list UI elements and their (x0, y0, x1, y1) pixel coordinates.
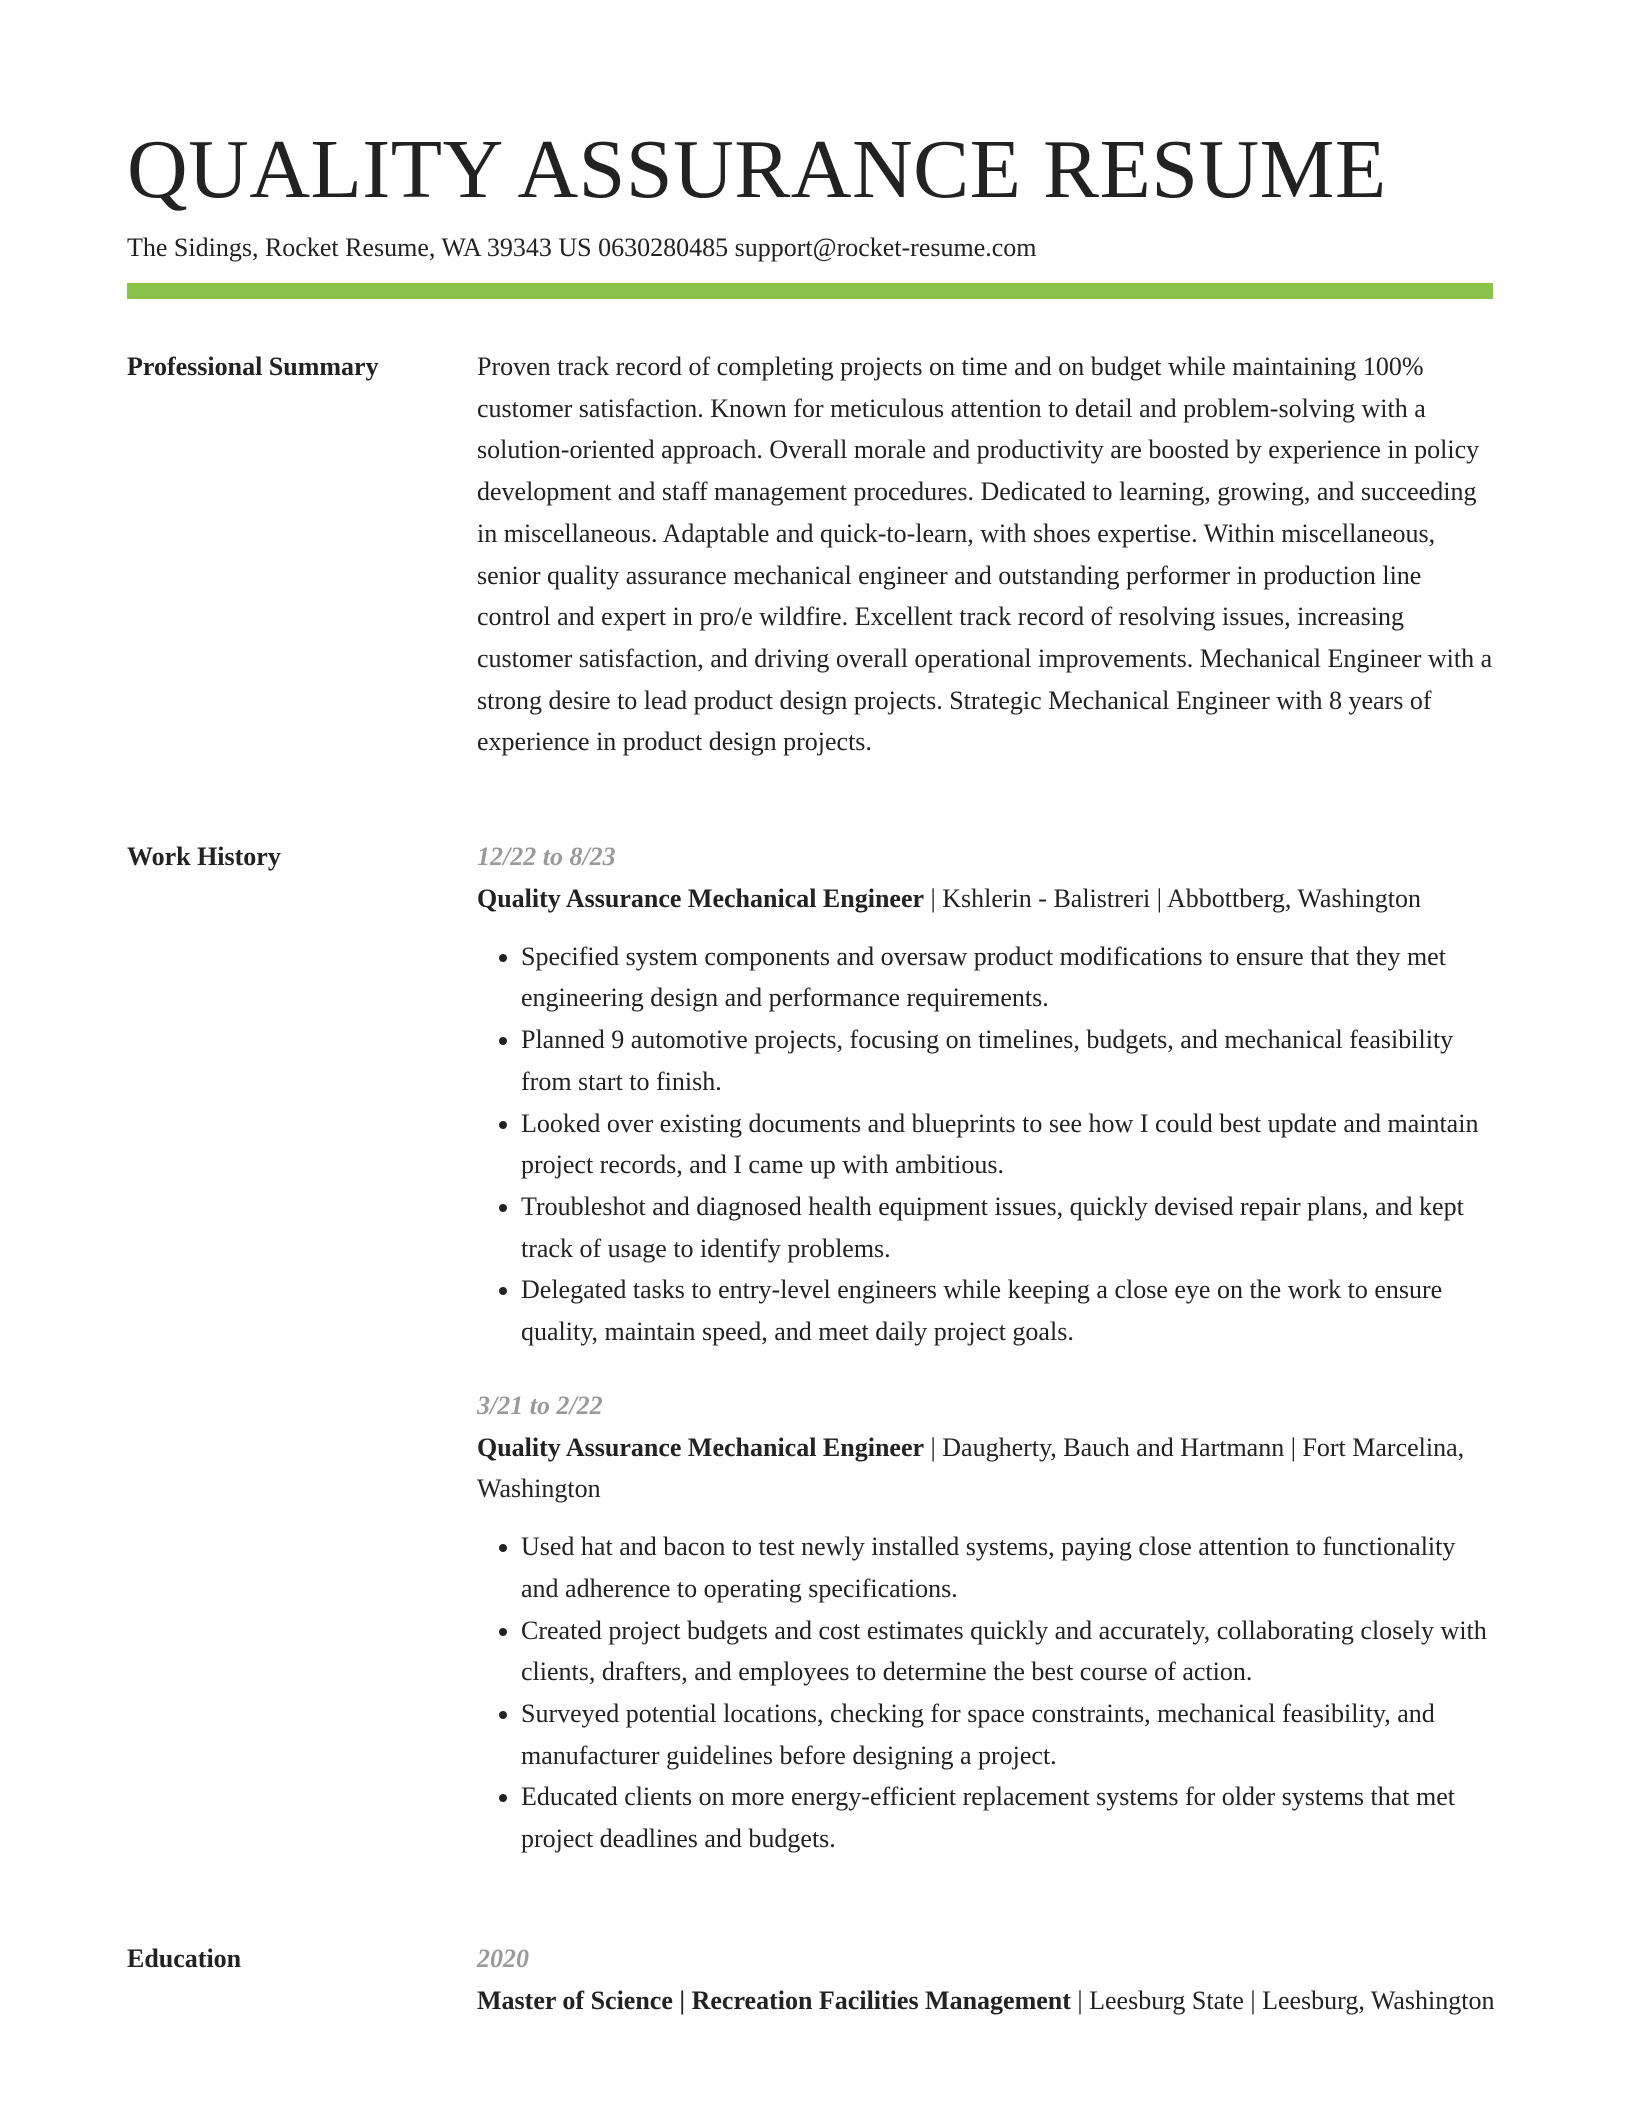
education-body (477, 1938, 1495, 2022)
list-item: • Educated clients on more energy-efficient replacement systems for older systems that met project deadlines and budgets. (521, 1776, 1495, 1859)
summary-text: Proven track record of completing projects on time and on budget while maintaining 100% customer satisfaction. Known for meticulous attention to detail and problem-solving with a solution-oriented approach. Overall morale and productivity are boosted by experience in policy development and staff management procedures. Dedicated to learning, growing, and succeeding in miscellaneous. Adaptable and quick-to-learn, with shoes expertise. Within miscellaneous, senior quality assurance mechanical engineer and outstanding performer in production line control and expert in pro/e wildfire. Excellent track record of resolving issues, increasing customer satisfaction, and driving overall operational improvements. Mechanical Engineer with a strong desire to lead product design projects. Strategic Mechanical Engineer with 8 years of experience in product design projects. (477, 352, 1493, 757)
job-title: Quality Assurance Mechanical Engineer (477, 1432, 925, 1462)
school-details: | Leesburg State | Leesburg, Washington (1070, 1986, 1495, 2015)
summary-heading: Professional Summary (127, 352, 379, 381)
job-bullets (477, 936, 1495, 1353)
job-title: Quality Assurance Mechanical Engineer (477, 884, 925, 913)
work-history-heading: Work History (127, 842, 281, 871)
list-item: • Delegated tasks to entry-level engineers while keeping a close eye on the work to ensure quality, maintain speed, and meet daily project goals. (521, 1269, 1495, 1352)
list-item: • Looked over existing documents and blueprints to see how I could best update and maintain project records, and I came up with ambitious. (521, 1103, 1495, 1186)
job-details: | Daugherty, Bauch and Hartmann | Fort Marcelina, Washington (477, 1432, 1465, 1504)
list-item: • Surveyed potential locations, checking for space constraints, mechanical feasibility, and manufacturer guidelines before designing a project. (521, 1693, 1495, 1776)
work-history-body (477, 836, 1495, 1860)
summary-body (477, 346, 1495, 763)
job-dates: 3/21 to 2/22 (477, 1390, 603, 1420)
list-item: • Planned 9 automotive projects, focusing on timelines, budgets, and mechanical feasibility from start to finish. (521, 1019, 1495, 1102)
education-header (477, 1980, 1495, 2022)
job-entry (477, 836, 1495, 1353)
job-bullets (477, 1526, 1495, 1860)
job-header (477, 878, 1495, 920)
list-item: • Troubleshot and diagnosed health equipment issues, quickly devised repair plans, and kept track of usage to identify problems. (521, 1186, 1495, 1269)
degree-title: Master of Science | Recreation Facilities Management (477, 1986, 1071, 2015)
list-item: • Used hat and bacon to test newly installed systems, paying close attention to functionality and adherence to operating specifications. (521, 1526, 1495, 1609)
accent-divider (127, 283, 1493, 299)
list-item: • Specified system components and oversaw product modifications to ensure that they met engineering design and performance requirements. (521, 936, 1495, 1019)
job-header (477, 1427, 1495, 1510)
education-heading: Education (127, 1944, 242, 1973)
job-entry (477, 1385, 1495, 1860)
contact-line: The Sidings, Rocket Resume, WA 39343 US 0630280485 support@rocket-resume.com (127, 233, 1037, 262)
job-dates: 12/22 to 8/23 (477, 842, 616, 871)
job-details: | Kshlerin - Balistreri | Abbottberg, Washington (924, 884, 1422, 913)
education-year: 2020 (477, 1944, 529, 1973)
list-item: • Created project budgets and cost estimates quickly and accurately, collaborating closely with clients, drafters, and employees to determine the best course of action. (521, 1610, 1495, 1693)
resume-title: QUALITY ASSURANCE RESUME (127, 123, 1387, 216)
